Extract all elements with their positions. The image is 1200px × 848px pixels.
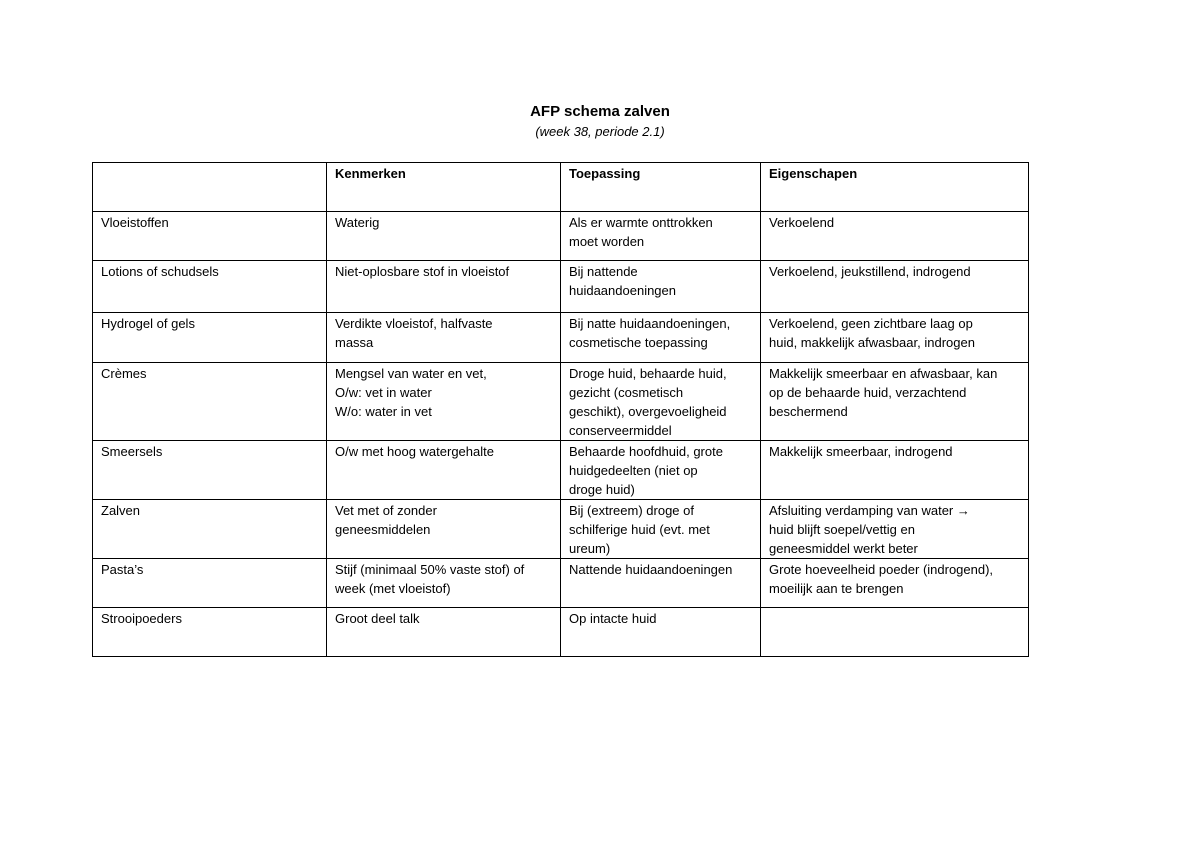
cell-kenmerken: Groot deel talk bbox=[327, 608, 561, 657]
cell-kenmerken: Stijf (minimaal 50% vaste stof) of week (met vloeistof) bbox=[327, 559, 561, 608]
cell-eigenschappen: Makkelijk smeerbaar, indrogend bbox=[761, 441, 1029, 500]
row-name: Vloeistoffen bbox=[93, 212, 327, 261]
cell-eigenschappen: Grote hoeveelheid poeder (indrogend), moeilijk aan te brengen bbox=[761, 559, 1029, 608]
row-name: Zalven bbox=[93, 500, 327, 559]
header-empty bbox=[93, 163, 327, 212]
cell-eigenschappen: Verkoelend, geen zichtbare laag op huid, makkelijk afwasbaar, indrogen bbox=[761, 313, 1029, 363]
table-row bbox=[93, 559, 1029, 608]
row-name: Crèmes bbox=[93, 363, 327, 441]
row-name: Hydrogel of gels bbox=[93, 313, 327, 363]
cell-toepassing: Bij nattende huidaandoeningen bbox=[561, 261, 761, 313]
cell-eigenschappen: Afsluiting verdamping van water → huid blijft soepel/vettig en geneesmiddel werkt beter bbox=[761, 500, 1029, 559]
table-row bbox=[93, 500, 1029, 559]
row-name: Lotions of schudsels bbox=[93, 261, 327, 313]
cell-eigenschappen: Makkelijk smeerbaar en afwasbaar, kan op de behaarde huid, verzachtend beschermend bbox=[761, 363, 1029, 441]
header-kenmerken: Kenmerken bbox=[327, 163, 561, 212]
document-subtitle: (week 38, periode 2.1) bbox=[535, 124, 665, 139]
table-row bbox=[93, 363, 1029, 441]
cell-kenmerken: Mengsel van water en vet, O/w: vet in water W/o: water in vet bbox=[327, 363, 561, 441]
cell-toepassing: Nattende huidaandoeningen bbox=[561, 559, 761, 608]
cell-toepassing: Bij natte huidaandoeningen, cosmetische toepassing bbox=[561, 313, 761, 363]
cell-eigenschappen: Verkoelend, jeukstillend, indrogend bbox=[761, 261, 1029, 313]
table-row bbox=[93, 212, 1029, 261]
cell-toepassing: Bij (extreem) droge of schilferige huid (evt. met ureum) bbox=[561, 500, 761, 559]
cell-kenmerken: Niet-oplosbare stof in vloeistof bbox=[327, 261, 561, 313]
row-name: Pasta’s bbox=[93, 559, 327, 608]
cell-eigenschappen: Verkoelend bbox=[761, 212, 1029, 261]
cell-toepassing: Op intacte huid bbox=[561, 608, 761, 657]
table-row bbox=[93, 441, 1029, 500]
cell-toepassing: Behaarde hoofdhuid, grote huidgedeelten (niet op droge huid) bbox=[561, 441, 761, 500]
cell-kenmerken: O/w met hoog watergehalte bbox=[327, 441, 561, 500]
table-row bbox=[93, 313, 1029, 363]
cell-kenmerken: Vet met of zonder geneesmiddelen bbox=[327, 500, 561, 559]
table-header-row bbox=[93, 163, 1029, 212]
cell-toepassing: Als er warmte onttrokken moet worden bbox=[561, 212, 761, 261]
table-row bbox=[93, 608, 1029, 657]
header-eigenschappen: Eigenschapen bbox=[761, 163, 1029, 212]
row-name: Smeersels bbox=[93, 441, 327, 500]
document-title: AFP schema zalven bbox=[530, 103, 670, 120]
cell-kenmerken: Waterig bbox=[327, 212, 561, 261]
cell-toepassing: Droge huid, behaarde huid, gezicht (cosmetisch geschikt), overgevoeligheid conserveermiddel bbox=[561, 363, 761, 441]
header-toepassing: Toepassing bbox=[561, 163, 761, 212]
row-name: Strooipoeders bbox=[93, 608, 327, 657]
table-row bbox=[93, 261, 1029, 313]
schema-table bbox=[92, 162, 1029, 657]
cell-eigenschappen bbox=[761, 608, 1029, 657]
cell-kenmerken: Verdikte vloeistof, halfvaste massa bbox=[327, 313, 561, 363]
